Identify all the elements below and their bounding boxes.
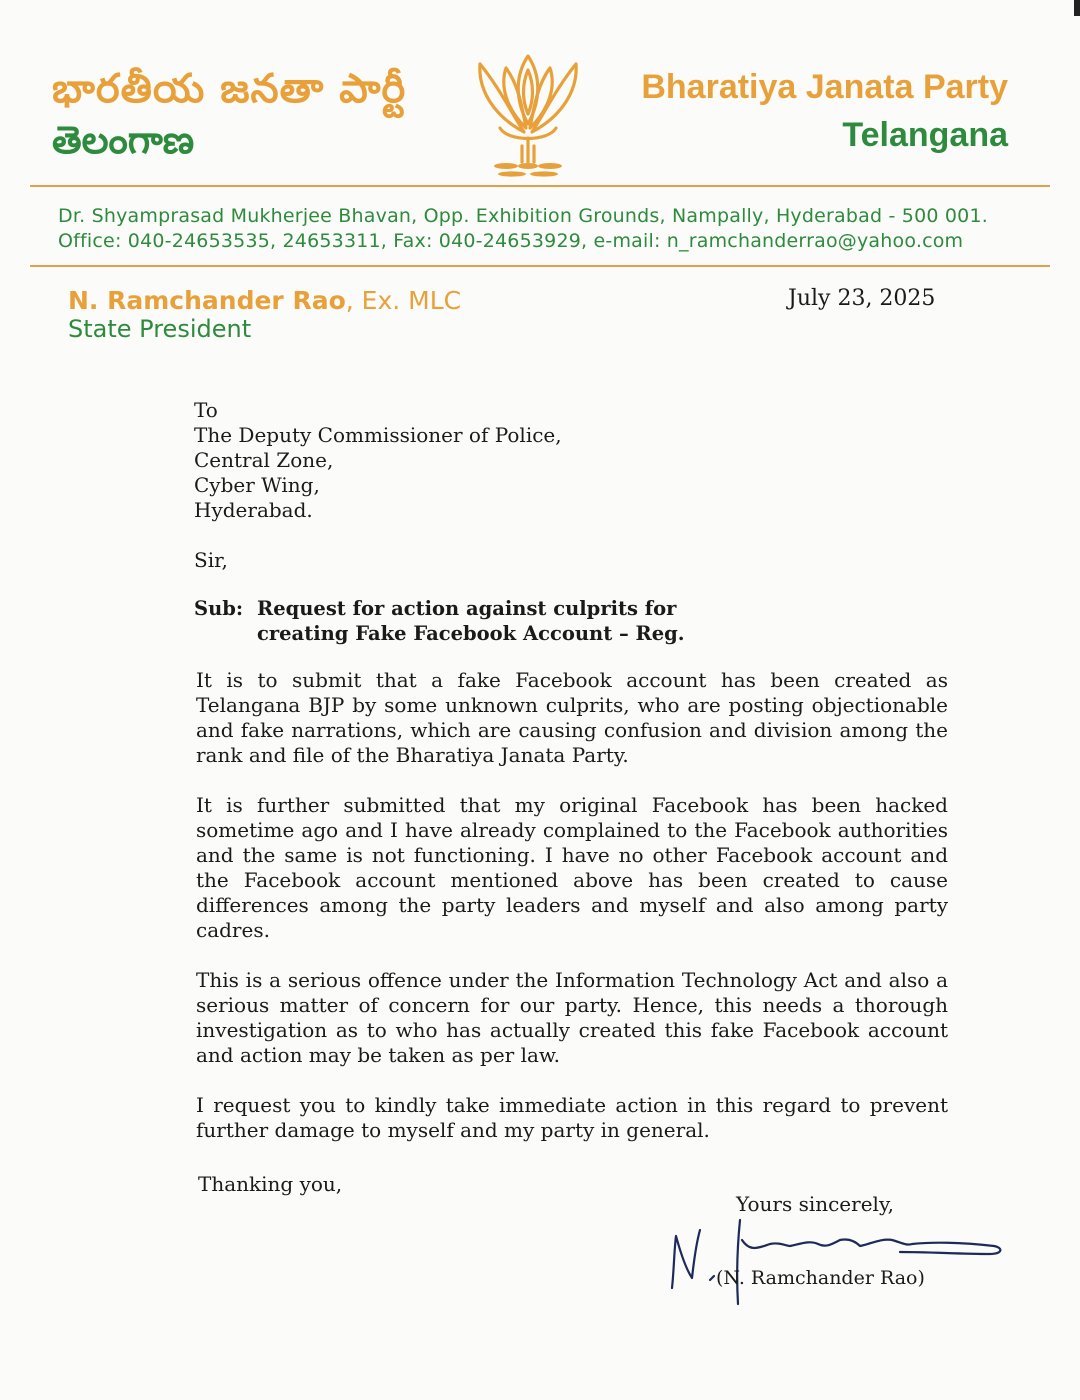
signatory-name: (N. Ramchander Rao) [716, 1267, 925, 1289]
state-name-english: Telangana [842, 116, 1008, 154]
signoff: Yours sincerely, [736, 1192, 894, 1216]
sender-name: N. Ramchander Rao [68, 286, 346, 315]
letterhead-address [58, 204, 988, 254]
body-paragraph: I request you to kindly take immediate action in this regard to prevent further damage to myself and my party in general. [196, 1093, 948, 1142]
contact-line: Office: 040-24653535, 24653311, Fax: 040-24653929, e-mail: n_ramchanderrao@yahoo.com [58, 230, 964, 252]
body-paragraph: This is a serious offence under the Information Technology Act and also a serious matter of concern for our party. Hence, this needs a thorough investigation as to who has actually created this fake Facebook account and action may be taken as per law. [196, 968, 948, 1067]
recipient-line: Central Zone, [194, 448, 334, 472]
body-paragraph: It is to submit that a fake Facebook account has been created as Telangana BJP by some unknown culprits, who are posting objectionable and fake narrations, which are causing confusion and division among the rank and file of the Bharatiya Janata Party. [196, 668, 948, 767]
closing-line: Thanking you, [198, 1172, 343, 1196]
party-name-telugu: భారతీయ జనతా పార్టీ [52, 66, 407, 112]
header-divider-top [30, 185, 1050, 187]
handwritten-signature [660, 1200, 1010, 1310]
header-divider-bottom [30, 265, 1050, 267]
sender-suffix: , Ex. MLC [345, 286, 462, 315]
recipient-block [194, 398, 562, 523]
recipient-line: The Deputy Commissioner of Police, [194, 423, 562, 447]
recipient-line: Cyber Wing, [194, 473, 320, 497]
sender-title: State President [68, 315, 252, 343]
sender-name-line [68, 286, 461, 315]
address-line: Dr. Shyamprasad Mukherjee Bhavan, Opp. Exhibition Grounds, Nampally, Hyderabad - 500 001. [58, 205, 988, 227]
recipient-line: Hyderabad. [194, 498, 313, 522]
party-name-english: Bharatiya Janata Party [641, 68, 1008, 106]
salutation: Sir, [194, 548, 228, 572]
body-paragraph: It is further submitted that my original Facebook has been hacked sometime ago and I have already complained to the Facebook authorities and the same is not functioning. I have no other Facebook account and the Facebook account mentioned above has been created to cause differences among the party leaders and myself and also among party cadres. [196, 793, 948, 942]
scan-edge-mark [1074, 0, 1080, 16]
subject-label: Sub: [194, 597, 244, 620]
lotus-icon [466, 46, 590, 180]
subject-line: Request for action against culprits for [257, 597, 677, 620]
recipient-to: To [194, 398, 218, 422]
letter-date: July 23, 2025 [788, 286, 936, 311]
state-name-telugu: తెలంగాణ [52, 118, 195, 162]
subject-line: creating Fake Facebook Account – Reg. [257, 622, 685, 645]
